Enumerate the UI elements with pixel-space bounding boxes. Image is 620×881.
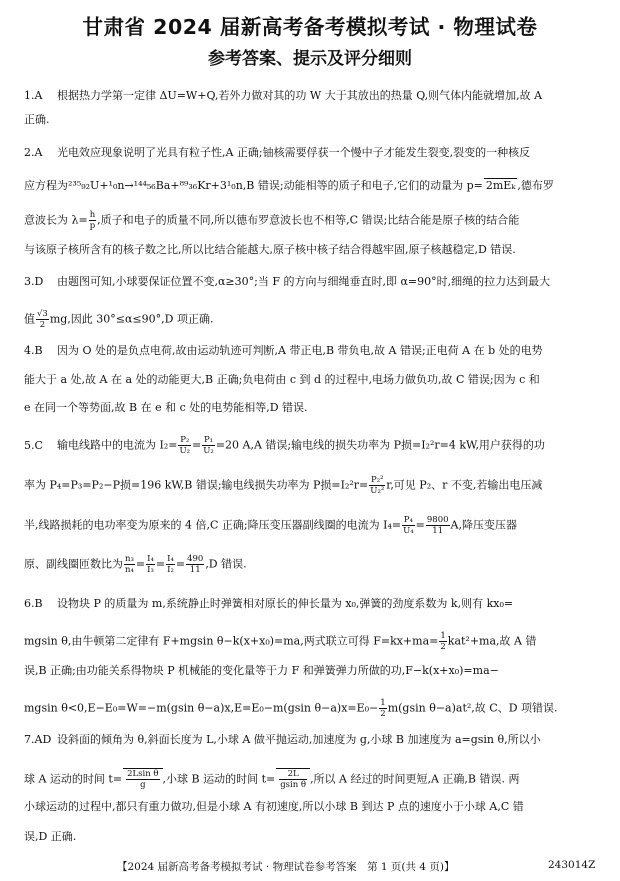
- numerator: I₄: [147, 554, 154, 564]
- sqrt-expression: [276, 768, 310, 790]
- answer-2-cont: [24, 243, 516, 257]
- sqrt-expression: [123, 768, 162, 790]
- numerator: 2Lsin θ: [127, 769, 159, 779]
- answer-text: 由题图可知,小球要保证位置不变,α≥30°;当 F 的方向与细绳垂直时,即 α=90°时,细绳的拉力达到最大: [57, 275, 551, 288]
- answer-text: 率为 P₄=P₃=P₂−P损=196 kW,B 错误;输电线损失功率为 P损=I₂²r=: [24, 478, 369, 492]
- denominator: 2: [39, 320, 46, 330]
- answer-text: 输电线路中的电流为 I₂=: [57, 438, 178, 452]
- fraction: [202, 435, 215, 456]
- numerator: P₁: [203, 435, 214, 445]
- answer-text: 误,D 正确.: [24, 830, 77, 843]
- answer-4-cont: [24, 401, 308, 415]
- answer-4-cont: [24, 373, 540, 387]
- answer-text: 根据热力学第一定律 ΔU=W+Q,若外力做对其的功 W 大于其放出的热量 Q,则气体内能就增加,故 A: [57, 89, 543, 102]
- answer-text: 与该原子核所含有的核子数之比,所以比结合能越大,原子核中核子结合得越牢固,原子核越稳定,D 错误.: [24, 243, 516, 256]
- answer-text: 因为 O 处的是负点电荷,故由运动轨迹可判断,A 带正电,B 带负电,故 A 错误;正电荷 A 在 b 处的电势: [57, 344, 543, 357]
- denominator: I₂: [167, 565, 174, 575]
- answer-1: [24, 89, 542, 103]
- answer-text: ,所以 A 经过的时间更短,A 正确,B 错误. 两: [310, 772, 520, 786]
- answer-text: 误,B 正确;由功能关系得物块 P 机械能的变化量等于力 F 和弹簧弹力所做的功,F−k(x+x₀)=ma−: [24, 664, 499, 677]
- fraction: [439, 631, 446, 652]
- fraction: [279, 769, 307, 790]
- answer-text: mg,因此 30°≤α≤90°,D 项正确.: [49, 312, 214, 326]
- denominator: 2: [380, 709, 386, 719]
- answer-text: =: [155, 557, 166, 571]
- fraction: [146, 554, 155, 575]
- numerator: n₃: [125, 554, 134, 564]
- numerator: √3: [37, 309, 48, 319]
- answer-number: 1.A: [24, 89, 43, 102]
- answer-text: =: [135, 557, 146, 571]
- numerator: P₂²: [371, 475, 384, 485]
- answer-text: 值: [24, 312, 35, 326]
- answer-text: 能大于 a 处,故 A 在 a 处的动能更大,B 正确;负电荷由 c 到 d 的过程中,电场力做负功,故 C 错误;因为 c 和: [24, 373, 540, 386]
- numerator: h: [89, 210, 96, 220]
- numerator: P₄: [403, 515, 413, 525]
- denominator: 11: [432, 526, 444, 536]
- answer-6-cont: [24, 631, 536, 652]
- answer-text: ,质子和电子的质量不同,所以德布罗意波长也不相等,C 错误;比结合能是原子核的结合能: [97, 213, 520, 227]
- numerator: P₂: [180, 435, 190, 445]
- fraction: [186, 554, 204, 575]
- denominator: n₄: [125, 565, 134, 575]
- answer-number: 2.A: [24, 146, 43, 159]
- denominator: gsin θ: [280, 780, 307, 790]
- answer-text: 光电效应现象说明了光具有粒子性,A 正确;铀核需要俘获一个慢中子才能发生裂变,裂变的一种核反: [57, 146, 531, 159]
- answer-5-cont: [24, 554, 247, 575]
- footer-text: 【2024 届新高考备考模拟考试 · 物理试卷参考答案 第 1 页(共 4 页)】: [117, 861, 455, 873]
- numerator: 1: [380, 698, 386, 708]
- answer-6-cont: [24, 698, 558, 719]
- numerator: 2L: [279, 769, 307, 780]
- answer-text: A,降压变压器: [450, 518, 517, 532]
- answer-5-cont: [24, 475, 542, 496]
- answer-number: 3.D: [24, 275, 44, 288]
- answer-text: mgsin θ,由牛顿第二定律有 F+mgsin θ−k(x+x₀)=ma,两式联立可得 F=kx+ma=: [24, 634, 439, 648]
- answer-text: 意波长为 λ=: [24, 213, 88, 227]
- answer-text: =: [192, 438, 202, 452]
- denominator: U₂: [179, 446, 191, 456]
- denominator: 2: [440, 642, 446, 652]
- answer-text: 设斜面的倾角为 θ,斜面长度为 L,小球 A 做平抛运动,加速度为 g,小球 B 加速度为 a=gsin θ,所以小: [57, 733, 541, 746]
- fraction: [178, 435, 191, 456]
- answer-number: 7.AD: [24, 733, 52, 746]
- answer-6: [24, 597, 513, 611]
- denominator: U₂²: [370, 486, 385, 496]
- denominator: 11: [189, 565, 201, 575]
- fraction: [89, 210, 96, 231]
- answer-text: =20 A,A 错误;输电线的损失功率为 P损=I₂²r=4 kW,用户获得的功: [215, 438, 545, 452]
- denominator: U₂: [203, 446, 214, 456]
- answer-number: 4.B: [24, 344, 43, 357]
- answer-7-cont: [24, 768, 520, 790]
- answer-3-cont: [24, 309, 213, 330]
- answer-text: 正确.: [24, 113, 50, 126]
- answer-text: 原、副线圈匝数比为: [24, 557, 123, 571]
- answer-2-cont: [24, 178, 554, 193]
- answer-text: mgsin θ<0,E−E₀=W=−m(gsin θ−a)x,E=E₀−m(gsin θ−a)x=E₀−: [24, 701, 379, 715]
- answer-text: 设物块 P 的质量为 m,系统静止时弹簧相对原长的伸长量为 x₀,弹簧的劲度系数为 k,则有 kx₀=: [57, 597, 514, 610]
- numerator: 1: [440, 631, 446, 641]
- document-code: 243014Z: [548, 859, 596, 871]
- fraction: [426, 515, 450, 536]
- answer-text: ,D 错误.: [205, 557, 247, 571]
- answer-text: 应方程为²³⁵₉₂U+¹₀n→¹⁴⁴₅₆Ba+⁸⁹₃₆Kr+3¹₀n,B 错误;动能相等的质子和电子,它们的动量为 p=: [24, 179, 483, 192]
- page-subtitle: 参考答案、提示及评分细则: [208, 49, 412, 69]
- denominator: p: [89, 221, 96, 231]
- fraction: [36, 309, 49, 330]
- answer-text: ,小球 B 运动的时间 t=: [162, 772, 276, 786]
- answer-1-cont: [24, 113, 50, 127]
- numerator: 9800: [426, 515, 449, 525]
- denominator: I₃: [147, 565, 154, 575]
- answer-5-cont: [24, 515, 517, 536]
- answer-6-cont: [24, 664, 499, 678]
- answer-text: m(gsin θ−a)at²,故 C、D 项错误.: [387, 701, 558, 715]
- fraction: [402, 515, 415, 536]
- answer-3: [24, 275, 550, 289]
- fraction: [126, 769, 159, 790]
- denominator: g: [140, 780, 146, 790]
- answer-number: 6.B: [24, 597, 43, 610]
- fraction: [379, 698, 386, 719]
- sqrt-expression: 2mEₖ: [485, 179, 516, 192]
- answer-7: [24, 733, 541, 747]
- numerator: 490: [187, 554, 204, 564]
- answer-text: 半,线路损耗的电功率变为原来的 4 倍,C 正确;降压变压器副线圈的电流为 I₄=: [24, 518, 402, 532]
- numerator: I₄: [167, 554, 174, 564]
- answer-text: =: [415, 518, 425, 532]
- page-title: 甘肃省 2024 届新高考备考模拟考试 · 物理试卷: [82, 15, 538, 39]
- answer-7-cont: [24, 830, 76, 844]
- denominator: U₄: [403, 526, 414, 536]
- fraction: [124, 554, 135, 575]
- answer-7-cont: [24, 800, 524, 814]
- answer-text: e 在同一个等势面,故 B 在 e 和 c 处的电势能相等,D 错误.: [24, 401, 308, 414]
- answer-2: [24, 146, 530, 160]
- answer-text: =: [175, 557, 186, 571]
- answer-text: ,德布罗: [517, 179, 554, 192]
- answer-4: [24, 344, 543, 358]
- fraction: [166, 554, 175, 575]
- answer-number: 5.C: [24, 438, 43, 452]
- answer-text: r,可见 P₂、r 不变,若输出电压减: [386, 478, 543, 492]
- answer-text: 球 A 运动的时间 t=: [24, 772, 123, 786]
- answer-2-cont: [24, 210, 519, 231]
- answer-5: [24, 435, 545, 456]
- fraction: [369, 475, 385, 496]
- answer-text: 小球运动的过程中,都只有重力做功,但是小球 A 有初速度,所以小球 B 到达 P 点的速度小于小球 A,C 错: [24, 800, 524, 813]
- answer-text: kat²+ma,故 A 错: [447, 634, 537, 648]
